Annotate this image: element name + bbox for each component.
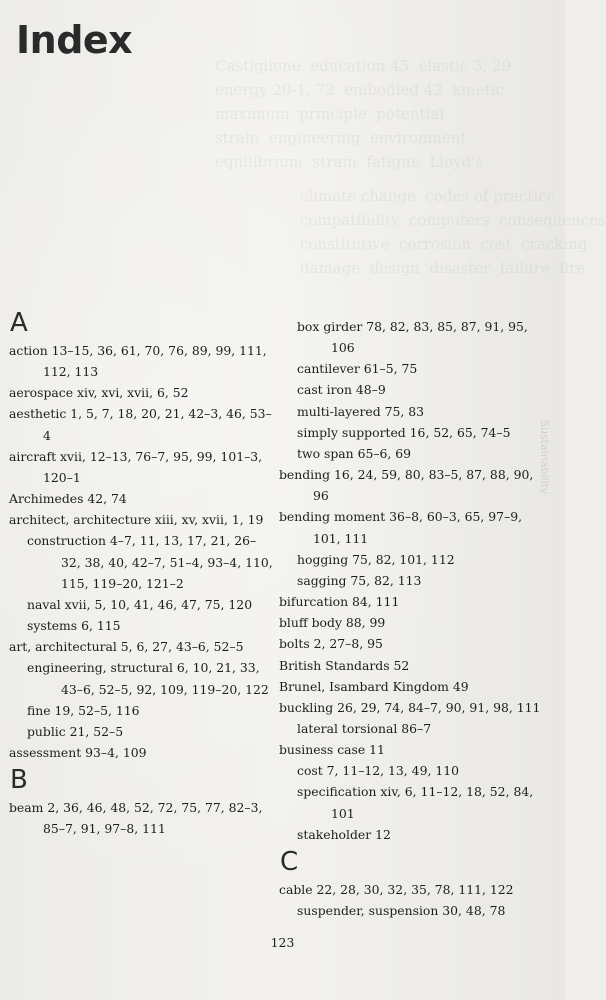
index-subentry: systems 6, 115 xyxy=(27,618,121,634)
index-entry: buckling 26, 29, 74, 84–7, 90, 91, 98, 111 xyxy=(279,699,541,715)
page-number: 123 xyxy=(270,935,295,950)
index-entry: beam 2, 36, 46, 48, 52, 72, 75, 77, 82–3, 85–7, 91, 97–8, 111 xyxy=(9,800,263,837)
index-subentry: stakeholder 12 xyxy=(297,826,391,842)
index-column-left xyxy=(9,306,275,839)
index-subentry: two span 65–6, 69 xyxy=(297,445,412,461)
index-subentry: construction 4–7, 11, 13, 17, 21, 26–32, 38, 40, 42–7, 51–4, 93–4, 110, 115, 119–20, 121–2 xyxy=(27,533,273,591)
page-title: Index xyxy=(16,18,133,62)
index-entry: art, architectural 5, 6, 27, 43–6, 52–5 xyxy=(9,639,244,655)
index-entry: cable 22, 28, 30, 32, 35, 78, 111, 122 xyxy=(279,881,514,897)
show-through-text: Castiglione education 45 elastic 3, 29 energy 20-1, 72 embodied 42 kinetic maximum principle potential strain engineering environment equilibrium strain fatigue Lloyd's xyxy=(215,57,512,171)
index-subentry: cost 7, 11–12, 13, 49, 110 xyxy=(297,763,459,779)
index-entry: aircraft xvii, 12–13, 76–7, 95, 99, 101–3, 120–1 xyxy=(9,448,263,485)
index-subentry: public 21, 52–5 xyxy=(27,723,124,739)
section-letter-c: C xyxy=(280,846,299,877)
index-entry: action 13–15, 36, 61, 70, 76, 89, 99, 111, 112, 113 xyxy=(9,343,267,380)
section-letter-a: A xyxy=(10,308,28,338)
index-subentry: specification xiv, 6, 11–12, 18, 52, 84, 101 xyxy=(297,784,534,821)
index-column-right xyxy=(279,316,547,921)
section-letter-b: B xyxy=(10,765,28,796)
index-subentry: fine 19, 52–5, 116 xyxy=(27,702,140,718)
index-entry: bending moment 36–8, 60–3, 65, 97–9, 101, 111 xyxy=(279,509,523,546)
index-subentry: cantilever 61–5, 75 xyxy=(297,361,418,377)
index-subentry: suspender, suspension 30, 48, 78 xyxy=(297,903,506,919)
index-entry: bluff body 88, 99 xyxy=(279,615,386,631)
index-subentry: lateral torsional 86–7 xyxy=(297,720,432,736)
show-through-text-2: climate change codes of practice compatibility computers consequences constitutive corrosion cost cracking damage design disaster failure fire xyxy=(300,187,606,277)
index-subentry: cast iron 48–9 xyxy=(297,382,386,398)
index-subentry: multi-layered 75, 83 xyxy=(297,403,425,419)
spine-show-through: Sustainability xyxy=(538,420,551,495)
index-entry: business case 11 xyxy=(279,742,385,758)
index-entry: British Standards 52 xyxy=(279,657,410,673)
index-entry: architect, architecture xiii, xv, xvii, 1, 19 xyxy=(9,512,264,528)
index-entry: assessment 93–4, 109 xyxy=(9,744,147,760)
index-entry: aesthetic 1, 5, 7, 18, 20, 21, 42–3, 46, 53–4 xyxy=(9,406,272,443)
index-subentry: box girder 78, 82, 83, 85, 87, 91, 95, 106 xyxy=(297,319,528,356)
index-entry: bending 16, 24, 59, 80, 83–5, 87, 88, 90, 96 xyxy=(279,467,534,504)
index-entry: bolts 2, 27–8, 95 xyxy=(279,636,383,652)
index-subentry: simply supported 16, 52, 65, 74–5 xyxy=(297,424,511,440)
index-entry: Archimedes 42, 74 xyxy=(9,491,127,507)
index-entry: bifurcation 84, 111 xyxy=(279,594,400,610)
index-subentry: engineering, structural 6, 10, 21, 33, 43–6, 52–5, 92, 109, 119–20, 122 xyxy=(27,660,269,697)
index-subentry: hogging 75, 82, 101, 112 xyxy=(297,551,455,567)
index-subentry: sagging 75, 82, 113 xyxy=(297,572,422,588)
index-entry: Brunel, Isambard Kingdom 49 xyxy=(279,678,469,694)
index-subentry: naval xvii, 5, 10, 41, 46, 47, 75, 120 xyxy=(27,596,253,612)
index-entry: aerospace xiv, xvi, xvii, 6, 52 xyxy=(9,385,189,401)
